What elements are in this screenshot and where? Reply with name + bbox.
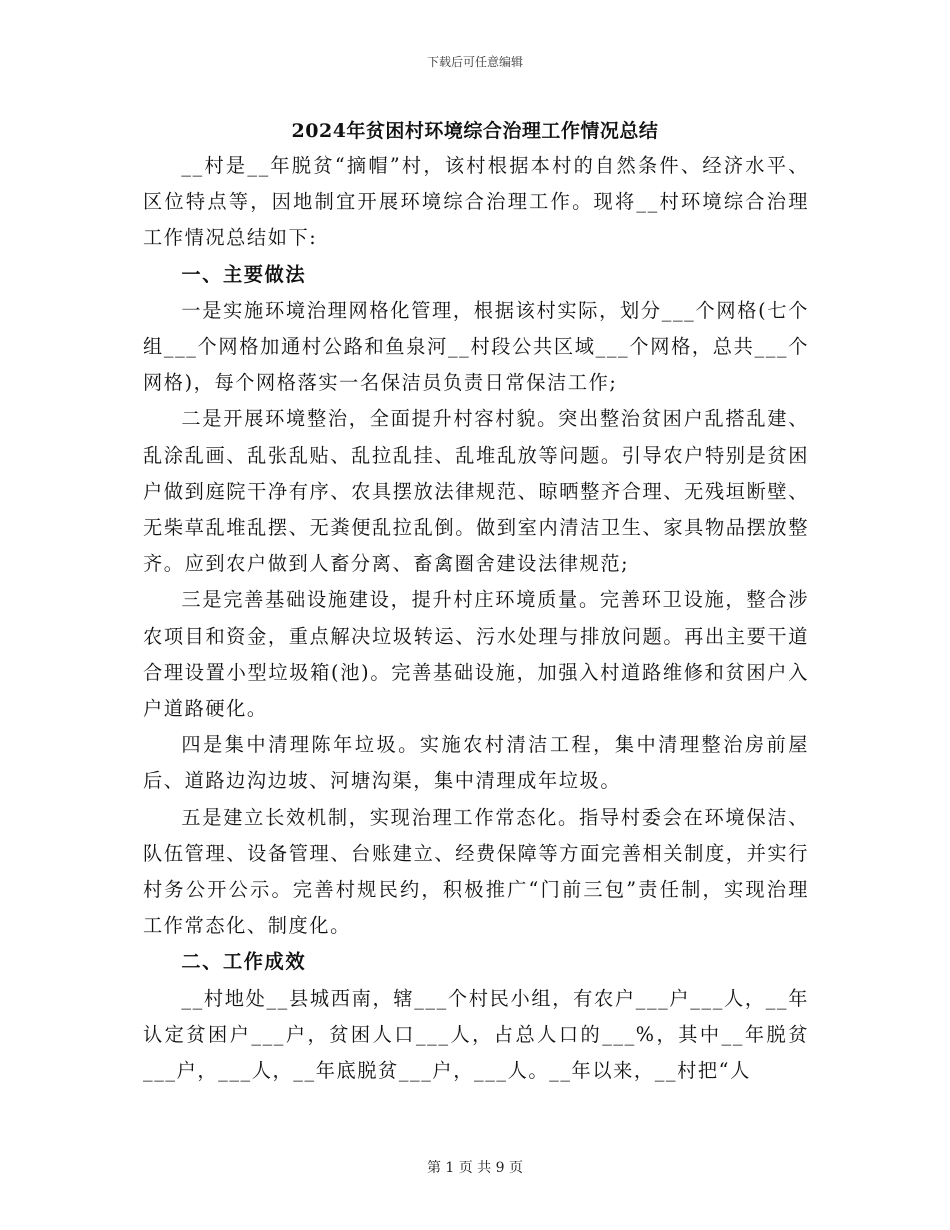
intro-paragraph: __村是__年脱贫“摘帽”村，该村根据本村的自然条件、经济水平、区位特点等，因地制宜开展环境综合治理工作。现将__村环境综合治理工作情况总结如下:: [143, 154, 809, 250]
paragraph-garbage-cleanup: 四是集中清理陈年垃圾。实施农村清洁工程，集中清理整治房前屋后、道路边沟边坡、河塘沟渠，集中清理成年垃圾。: [143, 733, 809, 793]
paragraph-grid-management: 一是实施环境治理网格化管理，根据该村实际，划分___个网格(七个组___个网格加通村公路和鱼泉河__村段公共区域___个网格，总共___个网格)，每个网格落实一名保洁员负责日常保洁工作;: [143, 298, 809, 395]
section-heading-main-practices: 一、主要做法: [181, 262, 307, 286]
paragraph-village-overview: __村地处__县城西南，辖___个村民小组，有农户___户___人，__年认定贫困户___户，贫困人口___人，占总人口的___%，其中__年脱贫___户，___人，__年底脱贫___户，___人。__年以来，__村把“人: [143, 986, 809, 1083]
page-header-note: 下载后可任意编辑: [426, 55, 523, 69]
document-title: 2024年贫困村环境综合治理工作情况总结: [291, 120, 659, 142]
document-body: [143, 148, 809, 1089]
paragraph-infrastructure: 三是完善基础设施建设，提升村庄环境质量。完善环卫设施，整合涉农项目和资金，重点解决垃圾转运、污水处理与排放问题。再出主要干道合理设置小型垃圾箱(池)。完善基础设施，加强入村道路维修和贫困户入户道路硬化。: [143, 588, 809, 721]
paragraph-environment-rectification: 二是开展环境整治，全面提升村容村貌。突出整治贫困户乱搭乱建、乱涂乱画、乱张乱贴、乱拉乱挂、乱堆乱放等问题。引导农户特别是贫困户做到庭院干净有序、农具摆放法律规范、晾晒整齐合理、无残垣断壁、无柴草乱堆乱摆、无粪便乱拉乱倒。做到室内清洁卫生、家具物品摆放整齐。应到农户做到人畜分离、畜禽圈舍建设法律规范;: [143, 407, 809, 576]
paragraph-long-term-mechanism: 五是建立长效机制，实现治理工作常态化。指导村委会在环境保洁、队伍管理、设备管理、台账建立、经费保障等方面完善相关制度，并实行村务公开公示。完善村规民约，积极推广“门前三包”责任制，实现治理工作常态化、制度化。: [143, 805, 809, 938]
section-heading-results: 二、工作成效: [181, 950, 307, 974]
page-number-footer: 第 1 页 共 9 页: [426, 1160, 524, 1176]
